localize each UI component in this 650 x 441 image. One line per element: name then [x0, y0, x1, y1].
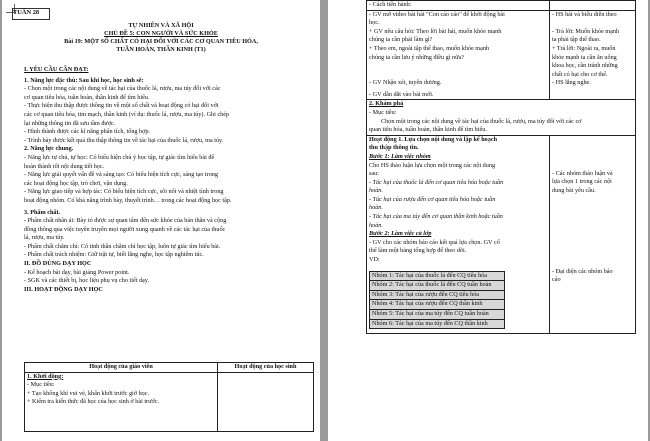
text-line: cơ quan tiêu hóa, tuần hoàn, thần kinh để tìm hiểu.	[24, 93, 150, 101]
lesson-title-cont: TUẦN HOÀN, THẦN KINH (T1)	[116, 46, 206, 53]
activity-heading: Hoạt động 1. Lựa chọn nội dung và lập kế hoạch	[369, 135, 498, 143]
group-row: Nhóm 3: Tác hại của rượu đến CQ tiêu hóa	[370, 290, 505, 300]
section-heading: III. HOẠT ĐỘNG DẠY HỌC	[24, 285, 103, 293]
subsection-heading: 1. Năng lực đặc thù: Sau khi học, học sinh sẽ:	[24, 76, 144, 84]
text-line: hoàn thành tốt nội dung tiết học.	[24, 162, 105, 170]
text-line: cáo	[552, 276, 561, 284]
option-line: hoàn.	[369, 187, 383, 195]
text-line: - Mục tiêu:	[369, 108, 397, 116]
student-cell	[550, 1, 636, 100]
text-line: - Năng lực giải quyết vấn đề và sáng tạo: Có biểu hiện tích cực, sáng tạo trong	[24, 171, 218, 179]
teacher-cell	[367, 135, 550, 333]
group-row: Nhóm 6: Tác hại của ma túy đến CQ thần kinh	[370, 319, 505, 329]
text-line: - Phẩm chất trách nhiệm: Giữ trật tự, biết lắng nghe, học tập nghiêm túc.	[24, 251, 204, 259]
text-line: - HS hát và biểu diễn theo	[552, 10, 617, 18]
section-heading: I. YÊU CẦU CẦN ĐẠT:	[24, 66, 89, 73]
text-line: - Các nhóm thảo luận và	[552, 169, 613, 177]
activities-table-continued	[366, 0, 636, 334]
objectives-section	[24, 66, 314, 294]
text-line: - Phẩm chất chăm chỉ: Có tinh thần chăm chỉ học tập, luôn tự giác tìm hiểu bài.	[24, 242, 221, 250]
document-page-2	[328, 0, 648, 441]
text-line: - Cách tiến hành:	[367, 1, 549, 11]
text-line: quan tiêu hóa, tuần hoàn, thần kinh để tìm hiểu.	[369, 126, 487, 134]
text-line: - SGK và các thiết bị, học liệu phụ vụ cho tiết dạy.	[24, 277, 150, 285]
text-line: + Theo em, ngoài tập thể thao, muốn khỏe mạnh	[369, 44, 490, 52]
text-line: - Phẩm chất nhân ái: Bày tỏ được sự quan tâm đến sức khỏe của bản thân và cộng	[24, 217, 227, 225]
activity-heading: 1. Khởi động:	[27, 372, 64, 380]
text-line: các cơ quan tiêu hóa, tim mạch, thần kinh (ví dụ: thuốc lá, rượu, ma túy). Ghi chép	[24, 110, 230, 118]
group-row: Nhóm 1: Tác hại của thuốc lá đến CQ tiêu hóa	[370, 271, 505, 281]
activity-heading-cont: thu thập thông tin.	[369, 144, 419, 152]
option-line: hoàn.	[369, 204, 383, 212]
text-line: - Đại diện các nhóm báo	[552, 267, 613, 275]
text-line: học.	[369, 19, 380, 27]
teacher-cell	[25, 372, 218, 431]
text-line: + Kiểm tra kiến thức đã học của học sinh ở bài trước.	[27, 398, 160, 406]
text-line: + Tạo không khí vui vẻ, khấn khởi trước giờ học.	[27, 389, 150, 397]
text-line: VD:	[369, 256, 380, 264]
explore-cell	[367, 100, 636, 135]
section-heading: II. ĐỒ DÙNG DẠY HỌC	[24, 260, 92, 268]
text-line: - HS lắng nghe.	[552, 79, 591, 87]
text-line: - Năng lực tự chủ, tự học: Có biểu hiện chủ ý học tập, tự giác tìm hiểu bài để	[24, 153, 215, 161]
student-cell	[550, 135, 636, 333]
text-line: - Hình thành được các kĩ năng phân tích, tổng hợp.	[24, 128, 151, 136]
text-line: khoa học, cần tránh những	[552, 62, 618, 70]
step-heading: Bước 2: Làm việc cả lớp	[369, 230, 432, 238]
text-line: - Trả lời: Muốn khỏe mạnh	[552, 27, 620, 35]
text-line: - Kế hoạch bài dạy, bài giảng Power point.	[24, 268, 130, 276]
text-line: lựa chọn 1 trong các nội	[552, 178, 612, 186]
header-teacher: Hoạt động của giáo viên	[25, 363, 218, 373]
teacher-cell	[367, 1, 550, 100]
text-line: - GV mở video bài hát "Con cáo cáo" để khởi động bài	[369, 10, 505, 18]
text-line: - Mục tiêu:	[27, 381, 55, 389]
text-line: + Trả lời: Ngoài ra, muốn	[552, 44, 616, 52]
option-line: - Tác hại của rượu đến cơ quan tiêu hóa hoặc tuần	[369, 195, 496, 203]
text-line: sau:	[369, 170, 379, 178]
group-row: Nhóm 4: Tác hại của rượu đến CQ thần kinh	[370, 300, 505, 310]
option-line: - Tác hại của ma túy đến cơ quan thần kinh hoặc tuần	[369, 213, 503, 221]
text-line: Chọn một trong các nội dung về tác hại của thuốc lá, rượu, ma túy đối với các cơ	[381, 117, 582, 125]
text-line: - GV dẫn dắt vào bài mới.	[369, 90, 434, 98]
activities-table	[24, 362, 314, 432]
text-line: - Thực hiện thu thập được thông tin về một số chất và hoạt động có hại đối với	[24, 102, 219, 110]
text-line: - Chọn một trong các nội dung về tác hại của thuốc lá, rượu, ma túy đối với các	[24, 85, 221, 93]
text-line: khỏe mạnh ta cần ăn uống	[552, 53, 617, 61]
text-line: lại những thông tin đã sưu tầm được.	[24, 119, 116, 127]
group-row: Nhóm 5: Tác hại của ma túy đến CQ tuần hoàn	[370, 310, 505, 320]
text-line: + GV nêu câu hỏi: Theo lời bài hát, muốn khỏe mạnh	[369, 27, 502, 35]
option-line: - Tác hại của thuốc lá đến cơ quan tiêu hóa hoặc tuần	[369, 178, 504, 186]
text-line: thể làm một bảng tổng hợp để theo dõi.	[369, 247, 467, 255]
topic-title: CHỦ ĐỀ 5: CON NGƯỜI VÀ SỨC KHỎE	[104, 30, 218, 37]
header-student: Hoạt động của học sinh	[218, 363, 314, 373]
groups-table	[369, 271, 505, 330]
text-line: các hoạt động học tập, trò chơi, vận dụng.	[24, 179, 128, 187]
text-line: chúng ta cần lưu ý những điều gì nữa?	[369, 53, 464, 61]
week-label: TUẦN 28	[12, 8, 50, 20]
lesson-title: Bài 19: MỘT SỐ CHẤT CÓ HẠI ĐỐI VỚI CÁC CƠ QUAN TIÊU HÓA,	[64, 38, 258, 45]
text-line: lá, rượu, ma túy.	[24, 234, 65, 242]
text-line: dung bài yêu cầu.	[552, 186, 596, 194]
subsection-heading: 2. Năng lực chung.	[24, 145, 74, 153]
text-line: - GV Nhận xét, tuyên dương.	[369, 79, 442, 87]
text-line: ta phải tập thể thao.	[552, 36, 601, 44]
step-heading: Bước 1: Làm việc nhóm	[369, 152, 431, 160]
text-line: chất có hại cho cơ thể.	[552, 70, 608, 78]
document-page-1	[2, 0, 320, 441]
group-row: Nhóm 2: Tác hại của thuốc lá đến CQ tuần hoàn	[370, 281, 505, 291]
text-line: hoạt động nhóm. Có khả năng trình bày, thuyết trình… trong các hoạt động học tập.	[24, 196, 232, 204]
subject-title: TỰ NHIÊN VÀ XÃ HỘI	[128, 22, 194, 29]
subsection-heading: 3. Phẩm chất.	[24, 208, 61, 216]
option-line: hoàn.	[369, 221, 383, 229]
text-line: - Năng lực giao tiếp và hợp tác: Có biểu hiện tích cực, sôi nổi và nhiệt tình trong	[24, 188, 224, 196]
text-line: Cho HS thảo luận lựa chọn một trong các nội dung	[369, 161, 496, 169]
text-line: - Trình bày được kết quả thu thập thông tin về tác hại của thuốc lá, rượu, ma túy.	[24, 136, 224, 144]
student-cell	[218, 372, 314, 431]
text-line: đồng thông qua việc tuyên truyền mọi người xung quanh về các tác hại của thuốc	[24, 225, 226, 233]
activity-heading: 2. Khám phá	[369, 100, 404, 108]
text-line: - GV cho các nhóm báo cáo kết quả lựa chọn. GV cố	[369, 238, 500, 246]
text-line: chúng ta cần phải làm gì?	[369, 36, 433, 44]
